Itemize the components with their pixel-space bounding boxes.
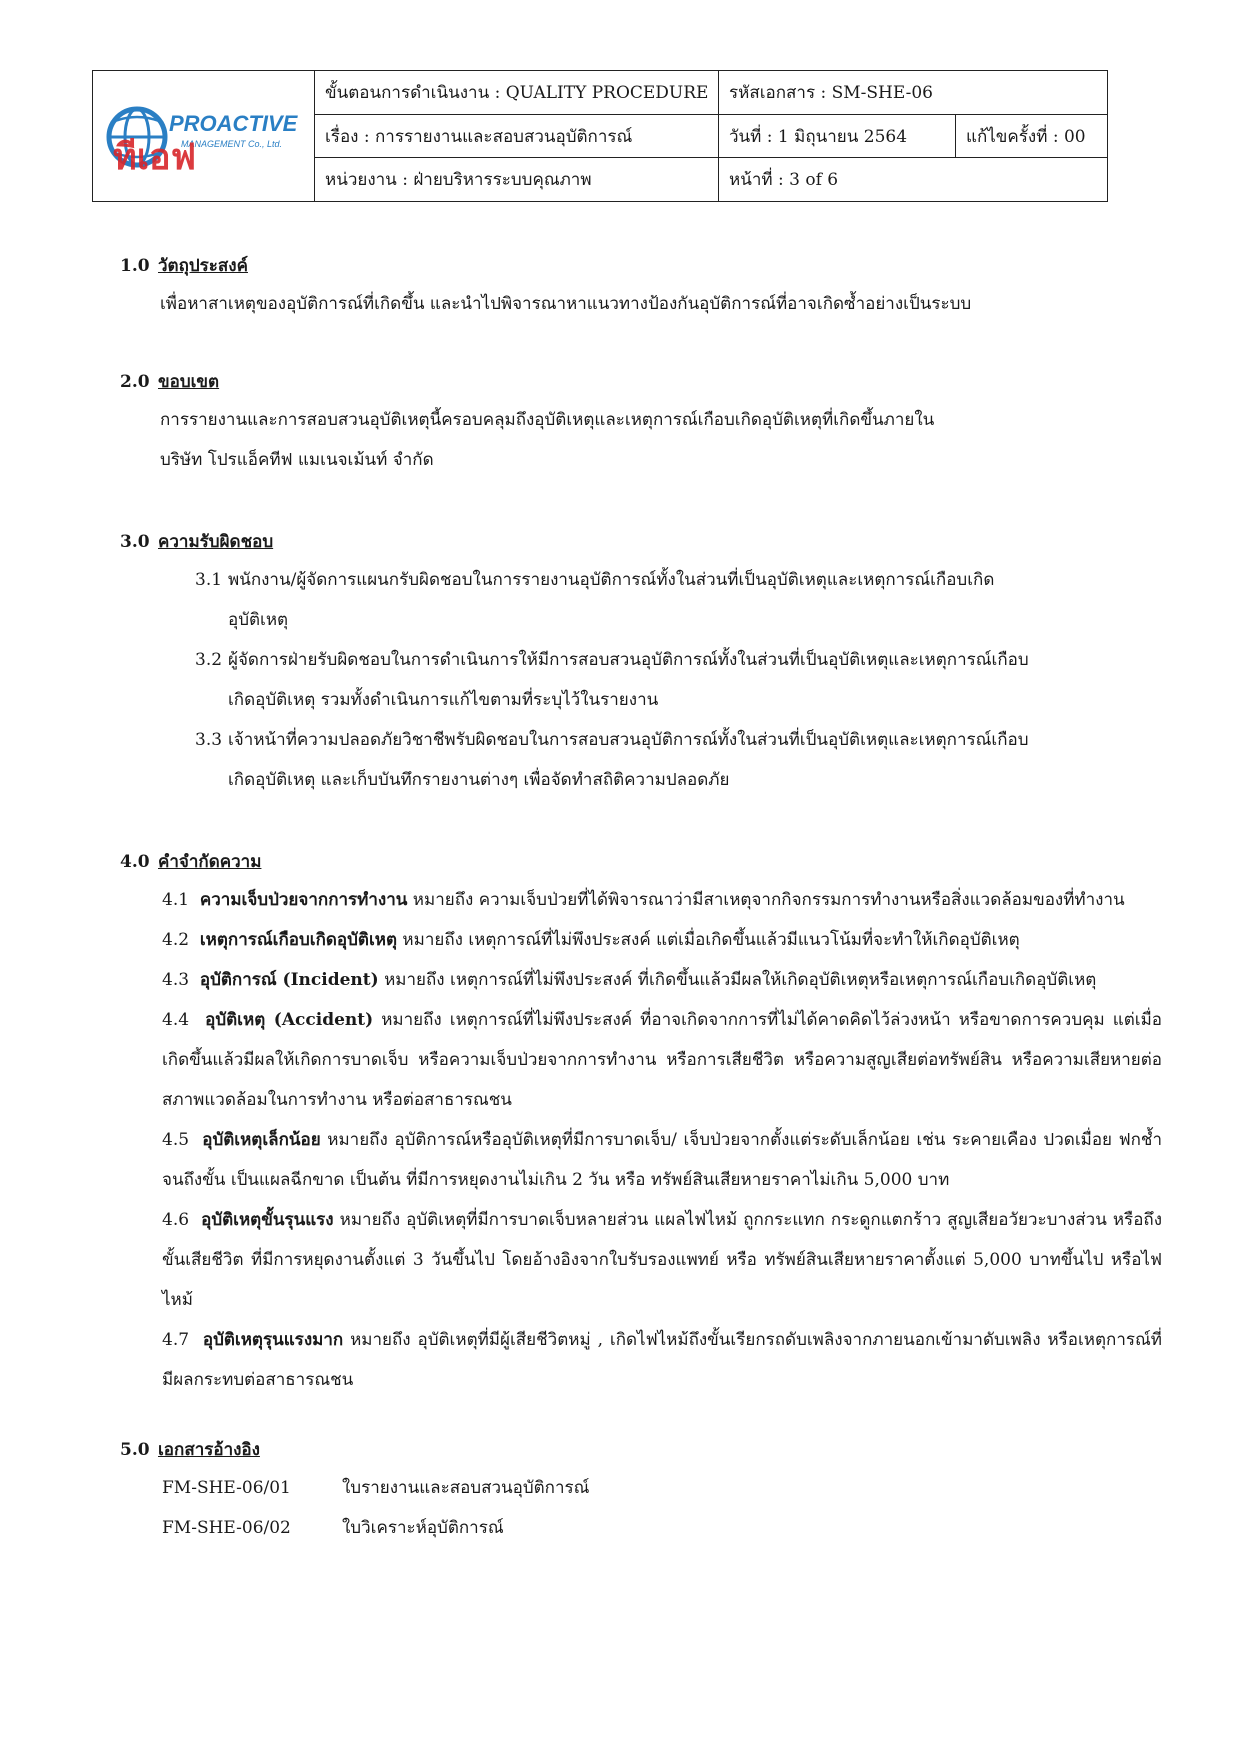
section-text: เพื่อหาสาเหตุของอุบัติการณ์ที่เกิดขึ้น และนำไปพิจารณาหาแนวทางป้องกันอุบัติการณ์ที่อาจเกิดซ้ำอย่างเป็นระบบ (160, 294, 972, 314)
svg-text:ทีเอฟ: ทีเอฟ (113, 137, 197, 178)
header-grid (315, 71, 1107, 201)
reference-row (120, 1508, 1170, 1548)
reference-code: FM-SHE-06/02 (162, 1518, 291, 1538)
section-references (120, 1432, 1170, 1548)
header-row-3 (315, 158, 1107, 201)
unit: หน่วยงาน : ฝ่ายบริหารระบบคุณภาพ (315, 158, 719, 201)
section-text: บริษัท โปรแอ็คทีฟ แมเนจเม้นท์ จำกัด (160, 450, 434, 470)
section-responsibility (120, 524, 1170, 800)
logo-cell (93, 71, 315, 201)
document-body (120, 248, 1170, 1548)
definition-item: 4.3 อุบัติการณ์ (Incident) หมายถึง เหตุการณ์ที่ไม่พึงประสงค์ ที่เกิดขึ้นแล้วมีผลให้เกิดอุบัติเหตุหรือเหตุการณ์เกือบเกิดอุบัติเหตุ (162, 970, 1097, 990)
section-objective (120, 248, 1170, 324)
company-logo (101, 91, 306, 181)
header-row-2 (315, 115, 1107, 159)
section-heading: 3.0 ความรับผิดชอบ (120, 532, 274, 552)
definition-item: 4.4 อุบัติเหตุ (Accident) หมายถึง เหตุการณ์ที่ไม่พึงประสงค์ ที่อาจเกิดจากการที่ไม่ได้คาดคิดไว้ล่วงหน้า หรือขาดการควบคุม แต่เมื่อเกิดขึ้นแล้วมีผลให้เกิดการบาดเจ็บ หรือความเจ็บป่วยจากการทำงาน หรือการเสียชีวิต หรือความสูญเสียต่อทรัพย์สิน หรือความเสียหายต่อสภาพแวดล้อมในการทำงาน หรือต่อสาธารณชน (162, 1010, 1162, 1110)
definition-item: 4.5 อุบัติเหตุเล็กน้อย หมายถึง อุบัติการณ์หรืออุบัติเหตุที่มีการบาดเจ็บ/ เจ็บป่วยจากตั้งแต่ระดับเล็กน้อย เช่น ระคายเคือง ปวดเมื่อย ฟกช้ำ จนถึงขั้น เป็นแผลฉีกขาด เป็นต้น ที่มีการหยุดงานไม่เกิน 2 วัน หรือ ทรัพย์สินเสียหายราคาไม่เกิน 5,000 บาท (162, 1130, 1163, 1190)
definition-item: 4.2 เหตุการณ์เกือบเกิดอุบัติเหตุ หมายถึง เหตุการณ์ที่ไม่พึงประสงค์ แต่เมื่อเกิดขึ้นแล้วมีแนวโน้มที่จะทำให้เกิดอุบัติเหตุ (162, 930, 1020, 950)
svg-text:MANAGEMENT Co., Ltd.: MANAGEMENT Co., Ltd. (181, 139, 283, 149)
document-header (92, 70, 1108, 202)
section-definitions (120, 844, 1170, 1400)
reference-row (120, 1468, 1170, 1508)
section-heading: 5.0 เอกสารอ้างอิง (120, 1440, 260, 1460)
section-text: การรายงานและการสอบสวนอุบัติเหตุนี้ครอบคลุมถึงอุบัติเหตุและเหตุการณ์เกือบเกิดอุบัติเหตุที่เกิดขึ้นภายใน (160, 410, 935, 430)
section-heading: 1.0 วัตถุประสงค์ (120, 256, 248, 276)
reference-name: ใบรายงานและสอบสวนอุบัติการณ์ (342, 1478, 590, 1498)
page-number: หน้าที่ : 3 of 6 (729, 170, 839, 191)
issue-date: วันที่ : 1 มิถุนายน 2564 (719, 115, 956, 158)
reference-name: ใบวิเคราะห์อุบัติการณ์ (342, 1518, 504, 1538)
section-scope (120, 364, 1170, 480)
section-heading: 4.0 คำจำกัดความ (120, 852, 262, 872)
definition-item: 4.1 ความเจ็บป่วยจากการทำงาน หมายถึง ความเจ็บป่วยที่ได้พิจารณาว่ามีสาเหตุจากกิจกรรมการทำงานหรือสิ่งแวดล้อมของที่ทำงาน (162, 890, 1125, 910)
revision-number: แก้ไขครั้งที่ : 00 (966, 126, 1086, 147)
reference-code: FM-SHE-06/01 (162, 1478, 291, 1498)
doc-code: รหัสเอกสาร : SM-SHE-06 (729, 82, 933, 103)
procedure-label: ขั้นตอนการดำเนินงาน : QUALITY PROCEDURE (315, 71, 719, 114)
list-item: 3.1 พนักงาน/ผู้จัดการแผนกรับผิดชอบในการรายงานอุบัติการณ์ทั้งในส่วนที่เป็นอุบัติเหตุและเหตุการณ์เกือบเกิด อุบัติเหตุ (195, 570, 995, 630)
definition-item: 4.7 อุบัติเหตุรุนแรงมาก หมายถึง อุบัติเหตุที่มีผู้เสียชีวิตหมู่ , เกิดไฟไหม้ถึงขั้นเรียกรถดับเพลิงจากภายนอกเข้ามาดับเพลิง หรือเหตุการณ์ที่มีผลกระทบต่อสาธารณชน (162, 1330, 1162, 1390)
header-row-1 (315, 71, 1107, 115)
definition-item: 4.6 อุบัติเหตุขั้นรุนแรง หมายถึง อุบัติเหตุที่มีการบาดเจ็บหลายส่วน แผลไฟไหม้ ถูกกระแทก กระดูกแตกร้าว สูญเสียอวัยวะบางส่วน หรือถึงขั้นเสียชีวิต ที่มีการหยุดงานตั้งแต่ 3 วันขึ้นไป โดยอ้างอิงจากใบรับรองแพทย์ หรือ ทรัพย์สินเสียหายราคาตั้งแต่ 5,000 บาทขึ้นไป หรือไฟไหม้ (162, 1210, 1162, 1310)
list-item: 3.3 เจ้าหน้าที่ความปลอดภัยวิชาชีพรับผิดชอบในการสอบสวนอุบัติการณ์ทั้งในส่วนที่เป็นอุบัติเหตุและเหตุการณ์เกือบ เกิดอุบัติเหตุ และเก็บบันทึกรายงานต่างๆ เพื่อจัดทำสถิติความปลอดภัย (195, 730, 1029, 790)
section-heading: 2.0 ขอบเขต (120, 372, 220, 392)
list-item: 3.2 ผู้จัดการฝ่ายรับผิดชอบในการดำเนินการให้มีการสอบสวนอุบัติการณ์ทั้งในส่วนที่เป็นอุบัติเหตุและเหตุการณ์เกือบ เกิดอุบัติเหตุ รวมทั้งดำเนินการแก้ไขตามที่ระบุไว้ในรายงาน (195, 650, 1029, 710)
svg-text:PROACTIVE: PROACTIVE (169, 111, 298, 136)
subject: เรื่อง : การรายงานและสอบสวนอุบัติการณ์ (315, 115, 719, 158)
